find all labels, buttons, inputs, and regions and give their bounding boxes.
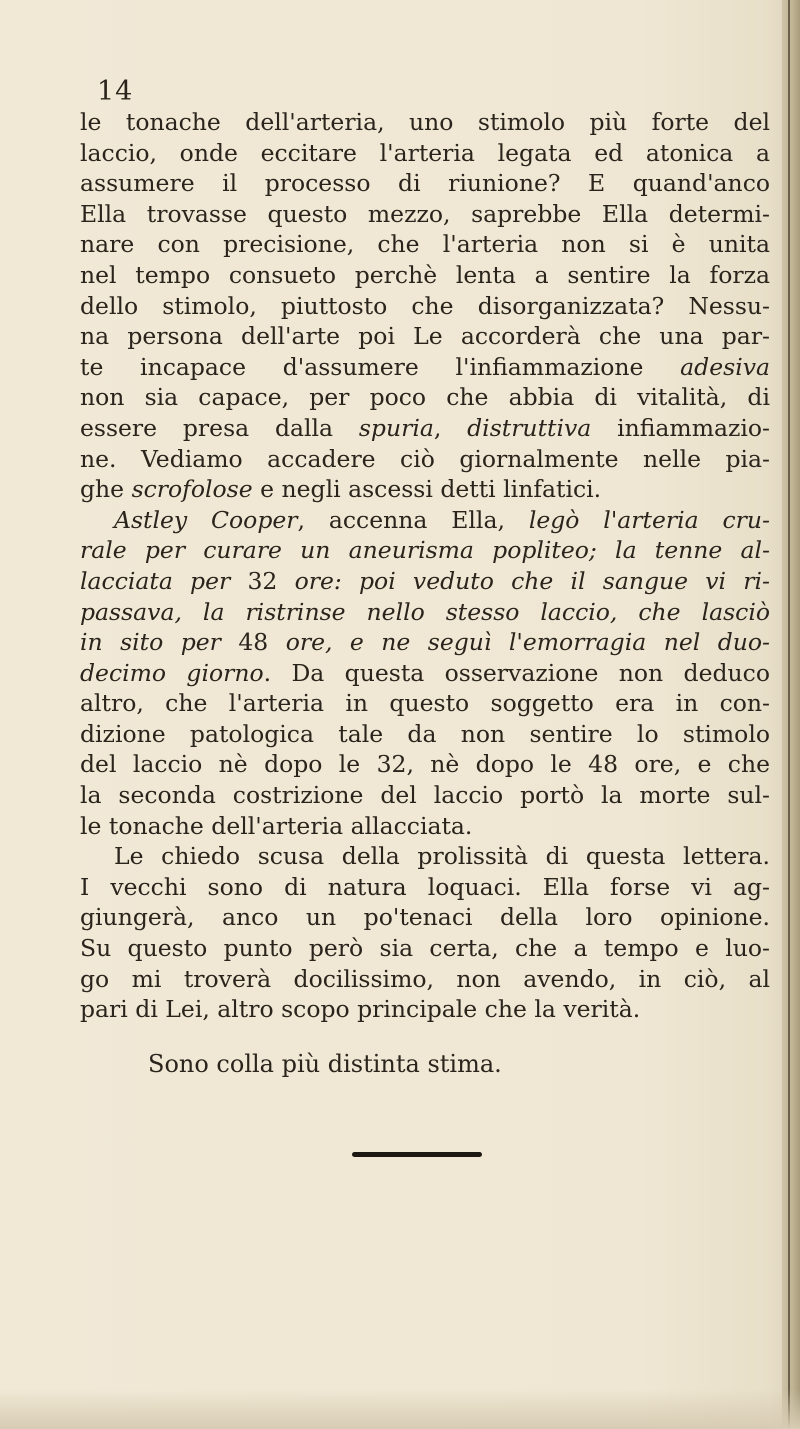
text-run: infiammazio- <box>591 413 770 442</box>
italic-run: passava, la ristrinse nello stesso laccio, che lasciò <box>80 597 770 626</box>
text-run: non sia capace, per poco che abbia di vitalità, di <box>80 383 770 412</box>
text-run: Le chiedo scusa della prolissità di questa lettera. <box>114 842 770 871</box>
ornamental-rule <box>352 1152 482 1157</box>
text-line <box>80 138 770 169</box>
text-line <box>80 749 770 780</box>
text-run: giungerà, anco un po'tenaci della loro opinione. <box>80 903 770 932</box>
italic-run: ore: poi veduto che il sangue vi ri- <box>277 566 770 595</box>
text-run: altro, che l'arteria in questo soggetto era in con- <box>80 689 770 718</box>
text-run: le tonache dell'arteria allacciata. <box>80 811 473 840</box>
text-line <box>80 352 770 383</box>
text-run: , <box>433 413 468 442</box>
text-run: 32 <box>247 566 278 595</box>
text-line <box>80 229 770 260</box>
page-number: 14 <box>97 76 134 107</box>
text-line <box>80 505 770 536</box>
text-line <box>80 994 770 1025</box>
text-line <box>80 627 770 658</box>
italic-run: rale per curare un aneurisma popliteo; la tenne al- <box>80 536 770 565</box>
text-run: . Da questa osservazione non deduco <box>263 658 770 687</box>
text-line <box>80 902 770 933</box>
text-line <box>80 413 770 444</box>
text-line <box>80 199 770 230</box>
text-run: essere presa dalla <box>80 413 359 442</box>
text-line <box>80 535 770 566</box>
italic-run: distruttiva <box>467 413 592 442</box>
text-run: dello stimolo, piuttosto che disorganizzata? Nessu- <box>80 291 770 320</box>
text-run: e negli ascessi detti linfatici. <box>252 475 602 504</box>
italic-run: adesiva <box>680 352 770 381</box>
page-bottom-shadow <box>0 1389 800 1429</box>
text-run: la seconda costrizione del laccio portò la morte sul- <box>80 781 770 810</box>
text-line <box>80 933 770 964</box>
page-edge-line <box>788 0 790 1429</box>
text-line <box>80 964 770 995</box>
text-run: le tonache dell'arteria, uno stimolo più forte del <box>80 108 770 136</box>
text-line <box>80 566 770 597</box>
text-run: , accenna Ella, <box>297 505 529 534</box>
text-run: ghe <box>80 475 132 504</box>
text-line <box>80 719 770 750</box>
text-run: Ella trovasse questo mezzo, saprebbe Ella determi- <box>80 199 770 228</box>
text-line <box>80 811 770 842</box>
text-run: del laccio nè dopo le 32, nè dopo le 48 ore, e che <box>80 750 770 779</box>
text-line <box>80 780 770 811</box>
text-run: I vecchi sono di natura loquaci. Ella forse vi ag- <box>80 872 770 901</box>
text-line <box>80 444 770 475</box>
italic-run: legò l'arteria cru- <box>528 505 770 534</box>
page-edge <box>782 0 800 1429</box>
text-line <box>80 597 770 628</box>
text-line <box>80 841 770 872</box>
text-run: nare con precisione, che l'arteria non si è unita <box>80 230 770 259</box>
text-line <box>80 474 770 505</box>
text-run: pari di Lei, altro scopo principale che la verità. <box>80 995 641 1024</box>
text-line <box>80 260 770 291</box>
text-line <box>80 321 770 352</box>
text-run: te incapace d'assumere l'infiammazione <box>80 352 681 381</box>
letter-body <box>80 107 770 1025</box>
text-run: Su questo punto però sia certa, che a tempo e luo- <box>80 934 770 963</box>
italic-run: scrofolose <box>131 475 253 504</box>
italic-run: spuria <box>358 413 434 442</box>
text-run: go mi troverà docilissimo, non avendo, in ciò, al <box>80 964 770 993</box>
text-line <box>80 658 770 689</box>
text-run: nel tempo consueto perchè lenta a sentire la forza <box>80 260 770 289</box>
text-line <box>80 382 770 413</box>
text-run: ne. Vediamo accadere ciò giornalmente nelle pia- <box>80 444 770 473</box>
italic-run: decimo giorno <box>80 658 264 687</box>
text-run: 48 <box>238 628 269 657</box>
italic-run: lacciata per <box>80 566 248 595</box>
text-line <box>80 688 770 719</box>
italic-run: ore, e ne seguì l'emorragia nel duo- <box>268 628 770 657</box>
text-run: na persona dell'arte poi Le accorderà che una par- <box>80 322 770 351</box>
text-line <box>80 107 770 138</box>
italic-run: Astley Cooper <box>114 505 298 534</box>
text-run: laccio, onde eccitare l'arteria legata ed atonica a <box>80 138 770 167</box>
closing-salutation: Sono colla più distinta stima. <box>148 1050 502 1078</box>
text-run: dizione patologica tale da non sentire lo stimolo <box>80 719 770 748</box>
text-line <box>80 291 770 322</box>
text-line <box>80 168 770 199</box>
text-run: assumere il processo di riunione? E quand'anco <box>80 169 770 198</box>
text-line <box>80 872 770 903</box>
italic-run: in sito per <box>80 628 239 657</box>
